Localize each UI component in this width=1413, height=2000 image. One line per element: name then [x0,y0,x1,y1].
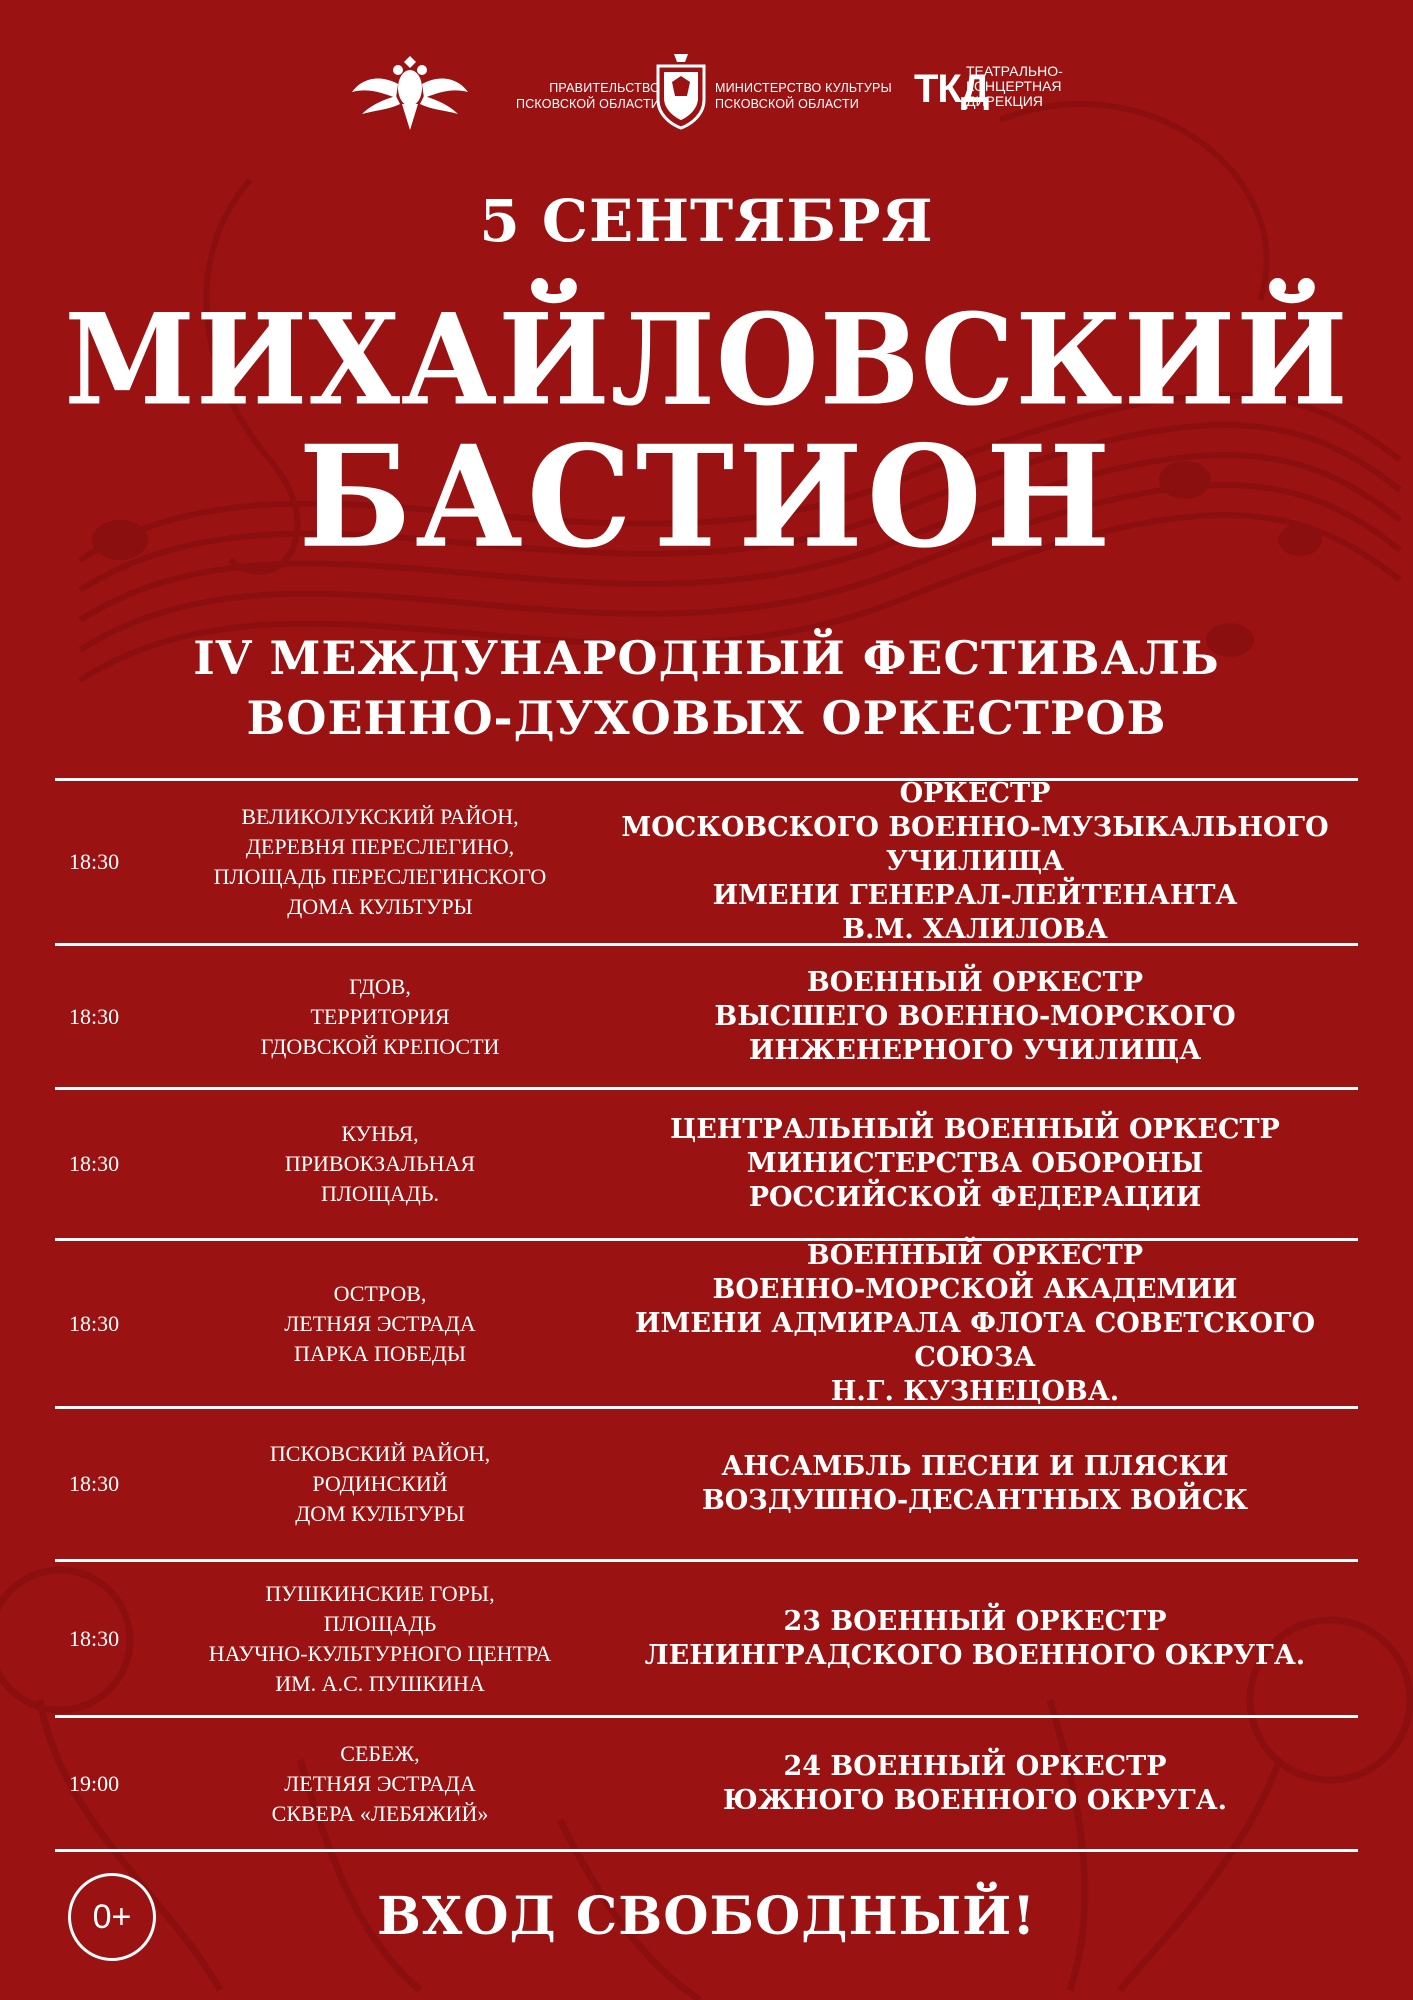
schedule-row [55,778,1358,945]
gov-right-line: ПСКОВСКОЙ ОБЛАСТИ [715,97,859,111]
orchestra-line: МОСКОВСКОГО ВОЕННО-МУЗЫКАЛЬНОГО УЧИЛИЩА [621,812,1329,877]
place-line: СЕБЕЖ, [340,1740,420,1766]
row-time: 18:30 [69,1625,120,1651]
place-line: ПЛОЩАДЬ [323,1610,437,1636]
orchestra-line: ВОЗДУШНО-ДЕСАНТНЫХ ВОЙСК [701,1485,1249,1516]
row-orchestra [600,946,1350,1087]
place-line: ГДОВСКОЙ КРЕПОСТИ [260,1033,500,1059]
place-line: ДОМ КУЛЬТУРЫ [295,1501,465,1526]
orchestra-line: АНСАМБЛЬ ПЕСНИ И ПЛЯСКИ [721,1451,1229,1482]
row-orchestra [600,1718,1350,1849]
orchestra-line: РОССИЙСКОЙ ФЕДЕРАЦИИ [748,1182,1202,1213]
schedule-row [55,946,1358,1087]
orchestra-line: ВОЕННЫЙ ОРКЕСТР [806,966,1144,998]
row-time: 18:30 [69,1471,120,1496]
place-line: ГДОВ, [349,973,411,999]
place-line: ПАРКА ПОБЕДЫ [293,1340,467,1366]
row-orchestra [600,778,1350,945]
schedule-row [55,1718,1358,1849]
schedule-row [55,1562,1358,1715]
orchestra-line: В.М. ХАЛИЛОВА [842,914,1108,945]
schedule-table [55,778,1358,1852]
place-line: ТЕРРИТОРИЯ [310,1003,450,1029]
tkd-line: КОНЦЕРТНАЯ [966,78,1062,94]
row-orchestra [600,1241,1350,1406]
divider [55,1849,1358,1852]
orchestra-line: ЛЕНИНГРАДСКОГО ВОЕННОГО ОКРУГА. [644,1639,1306,1671]
pskov-coat-of-arms-icon [652,50,710,130]
double-headed-eagle-emblem-icon [350,48,470,132]
gov-right-line: МИНИСТЕРСТВО КУЛЬТУРЫ [715,81,892,95]
subtitle-line-1: IV МЕЖДУНАРОДНЫЙ ФЕСТИВАЛЬ [193,631,1220,685]
place-line: РОДИНСКИЙ [312,1471,448,1496]
schedule-row [55,1241,1358,1406]
title-line-2: БАСТИОН [298,415,1115,580]
row-time: 18:30 [69,1310,120,1336]
place-line: ОСТРОВ, [333,1280,427,1306]
gov-left-line: ПСКОВСКОЙ ОБЛАСТИ [516,97,660,111]
schedule-row [55,1409,1358,1559]
gov-left-text [516,80,660,112]
tkd-line: ТЕАТРАЛЬНО- [966,63,1063,79]
orchestra-line: ОРКЕСТР [899,778,1051,809]
orchestra-line: МИНИСТЕРСТВА ОБОРОНЫ [746,1148,1204,1179]
orchestra-line: Н.Г. КУЗНЕЦОВА. [830,1375,1120,1407]
orchestra-line: ИМЕНИ АДМИРАЛА ФЛОТА СОВЕТСКОГО СОЮЗА [634,1307,1316,1373]
row-place [170,1090,590,1238]
orchestra-line: ЦЕНТРАЛЬНЫЙ ВОЕННЫЙ ОРКЕСТР [670,1114,1280,1145]
place-line: ПСКОВСКИЙ РАЙОН, [269,1441,491,1466]
gov-left-line: ПРАВИТЕЛЬСТВО [549,81,660,95]
header-logos [0,48,1413,140]
row-orchestra [600,1562,1350,1715]
place-line: СКВЕРА «ЛЕБЯЖИЙ» [271,1800,489,1826]
tkd-logo-text [966,64,1063,109]
row-place [170,1409,590,1559]
place-line: ВЕЛИКОЛУКСКИЙ РАЙОН, [241,804,519,829]
row-time: 19:00 [69,1770,120,1796]
place-line: ПУШКИНСКИЕ ГОРЫ, [265,1580,495,1606]
place-line: ДЕРЕВНЯ ПЕРЕСЛЕГИНО, [245,834,515,859]
row-time: 18:30 [69,1003,120,1029]
subtitle-line-2: ВОЕННО-ДУХОВЫХ ОРКЕСТРОВ [246,691,1167,745]
row-place [170,1718,590,1849]
schedule-row [55,1090,1358,1238]
title-line-1: МИХАЙЛОВСКИЙ [64,285,1349,434]
pskov-government-block [516,50,892,130]
orchestra-line: ВОЕННЫЙ ОРКЕСТР [806,1239,1144,1271]
place-line: ПРИВОКЗАЛЬНАЯ [284,1151,476,1176]
place-line: НАУЧНО-КУЛЬТУРНОГО ЦЕНТРА [208,1640,552,1666]
row-time: 18:30 [69,849,120,874]
row-orchestra [600,1090,1350,1238]
age-rating-badge: 0+ [68,1873,156,1961]
row-place [170,1241,590,1406]
event-date: 5 СЕНТЯБРЯ [479,187,934,255]
row-orchestra [600,1409,1350,1559]
place-line: ПЛОЩАДЬ. [321,1181,439,1206]
row-place [170,1562,590,1715]
place-line: ЛЕТНЯЯ ЭСТРАДА [284,1310,476,1336]
gov-right-text [715,80,892,112]
orchestra-line: ИМЕНИ ГЕНЕРАЛ-ЛЕЙТЕНАНТА [712,880,1238,911]
place-line: ПЛОЩАДЬ ПЕРЕСЛЕГИНСКОГО [213,864,547,889]
festival-subtitle [0,628,1413,748]
free-admission-text: ВХОД СВОБОДНЫЙ! [376,1886,1037,1947]
row-place [170,781,590,943]
place-line: ДОМА КУЛЬТУРЫ [287,894,473,919]
orchestra-line: 23 ВОЕННЫЙ ОРКЕСТР [783,1605,1167,1637]
tkd-logo-mark: ТКД [914,67,989,111]
row-place [170,946,590,1087]
orchestra-line: ЮЖНОГО ВОЕННОГО ОКРУГА. [722,1784,1228,1816]
orchestra-line: 24 ВОЕННЫЙ ОРКЕСТР [783,1750,1167,1782]
orchestra-line: ВОЕННО-МОРСКОЙ АКАДЕМИИ [712,1273,1238,1305]
place-line: ЛЕТНЯЯ ЭСТРАДА [284,1770,476,1796]
tkd-line: ДИРЕКЦИЯ [966,93,1043,109]
orchestra-line: ВЫСШЕГО ВОЕННО-МОРСКОГО [714,1000,1236,1032]
row-time: 18:30 [69,1151,120,1176]
place-line: ИМ. А.С. ПУШКИНА [275,1670,485,1696]
orchestra-line: ИНЖЕНЕРНОГО УЧИЛИЩА [748,1034,1202,1066]
place-line: КУНЬЯ, [341,1121,419,1146]
